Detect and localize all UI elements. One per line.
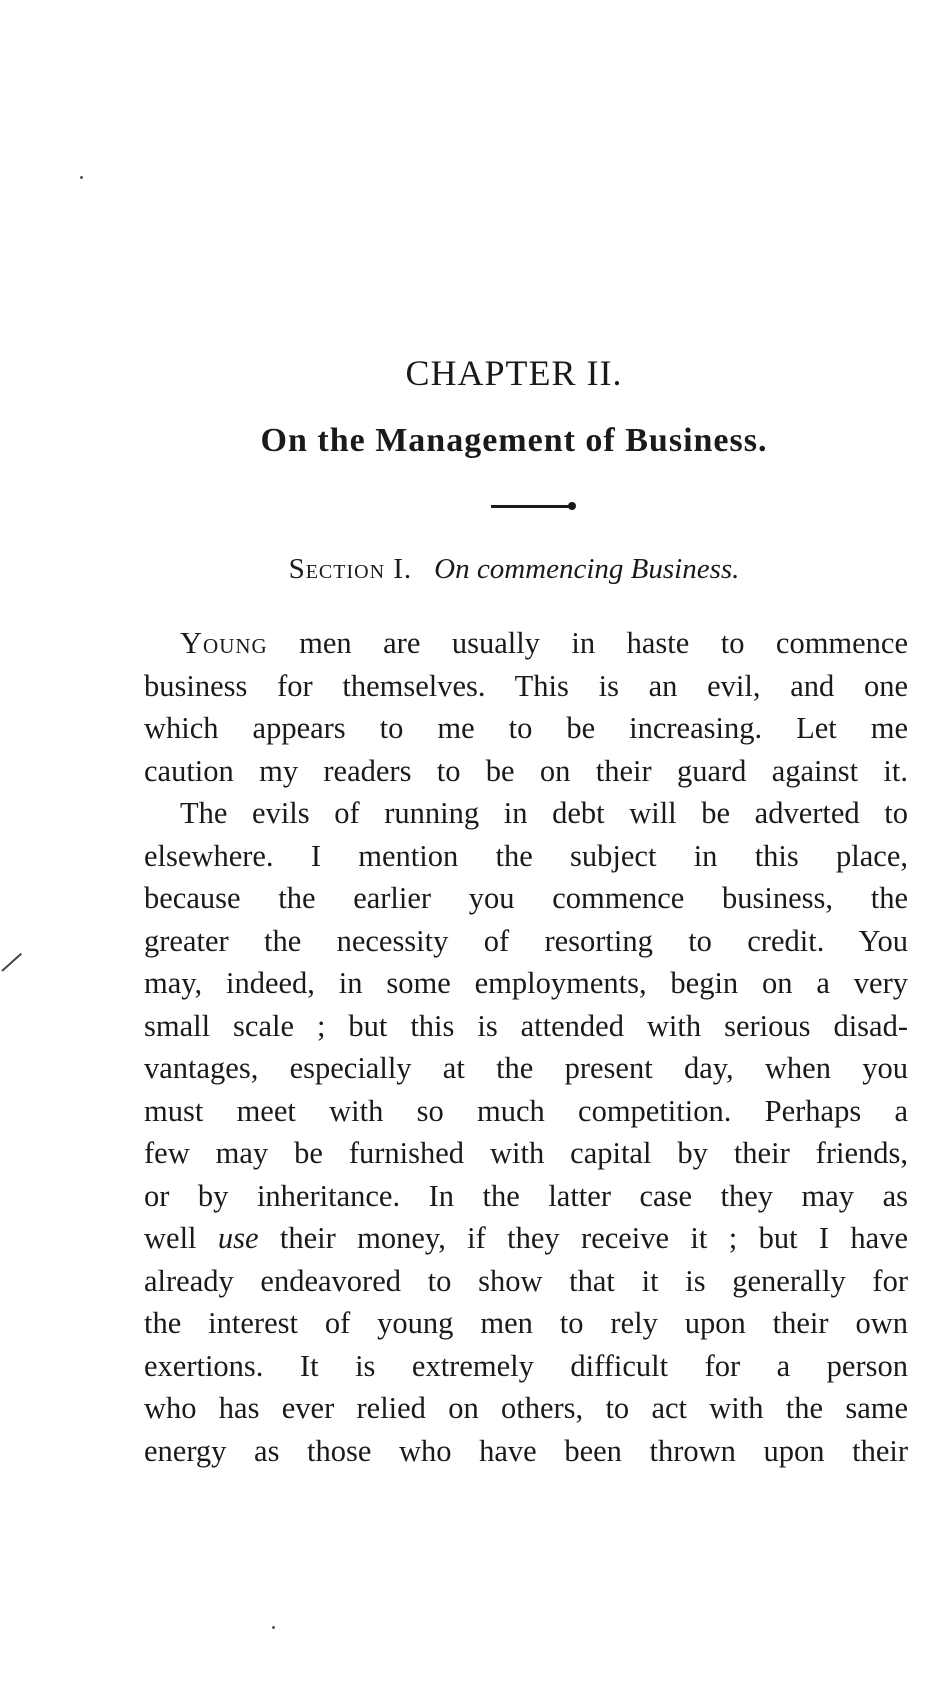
paragraph-1 [144, 622, 908, 792]
text-line: which appears to me to be increasing. Let me [144, 711, 908, 745]
text-line: small scale ; but this is attended with serious disad- [144, 1008, 908, 1043]
text-line: or by inheritance. In the latter case they may as [144, 1178, 908, 1213]
text-line: vantages, especially at the present day, when you [144, 1051, 908, 1085]
ornamental-rule [491, 505, 573, 508]
text-line: caution my readers to be on their guard against it. [144, 753, 908, 788]
text-line: greater the necessity of resorting to credit. You [144, 923, 908, 958]
section-label: Section I. [288, 553, 413, 585]
margin-mark [1, 953, 22, 972]
text-line: few may be furnished with capital by their friends, [144, 1136, 908, 1170]
text-line: energy as those who have been thrown upon their [144, 1433, 908, 1468]
section-heading [0, 553, 944, 586]
text-line: because the earlier you commence business, the [144, 881, 908, 915]
text-line: well use their money, if they receive it ; but I have [144, 1221, 908, 1255]
text-line: exertions. It is extremely difficult for a person [144, 1348, 908, 1383]
text-line: The evils of running in debt will be adverted to [180, 796, 908, 830]
section-title: On commencing Business. [434, 553, 740, 585]
text-line: who has ever relied on others, to act with the same [144, 1391, 908, 1425]
speck [272, 1626, 275, 1629]
text-line: elsewhere. I mention the subject in this place, [144, 838, 908, 873]
text-line: already endeavored to show that it is generally for [144, 1263, 908, 1298]
text-line: may, indeed, in some employments, begin on a very [144, 966, 908, 1000]
paragraph-2 [144, 792, 908, 1472]
text-line: must meet with so much competition. Perhaps a [144, 1093, 908, 1128]
text-line: the interest of young men to rely upon their own [144, 1306, 908, 1340]
body-text [144, 622, 908, 1472]
chapter-heading: CHAPTER II. [405, 353, 623, 393]
chapter-subtitle: On the Management of Business. [260, 422, 768, 459]
text-line: business for themselves. This is an evil, and one [144, 668, 908, 703]
text-line: Young men are usually in haste to commence [180, 626, 908, 660]
speck [80, 176, 83, 179]
